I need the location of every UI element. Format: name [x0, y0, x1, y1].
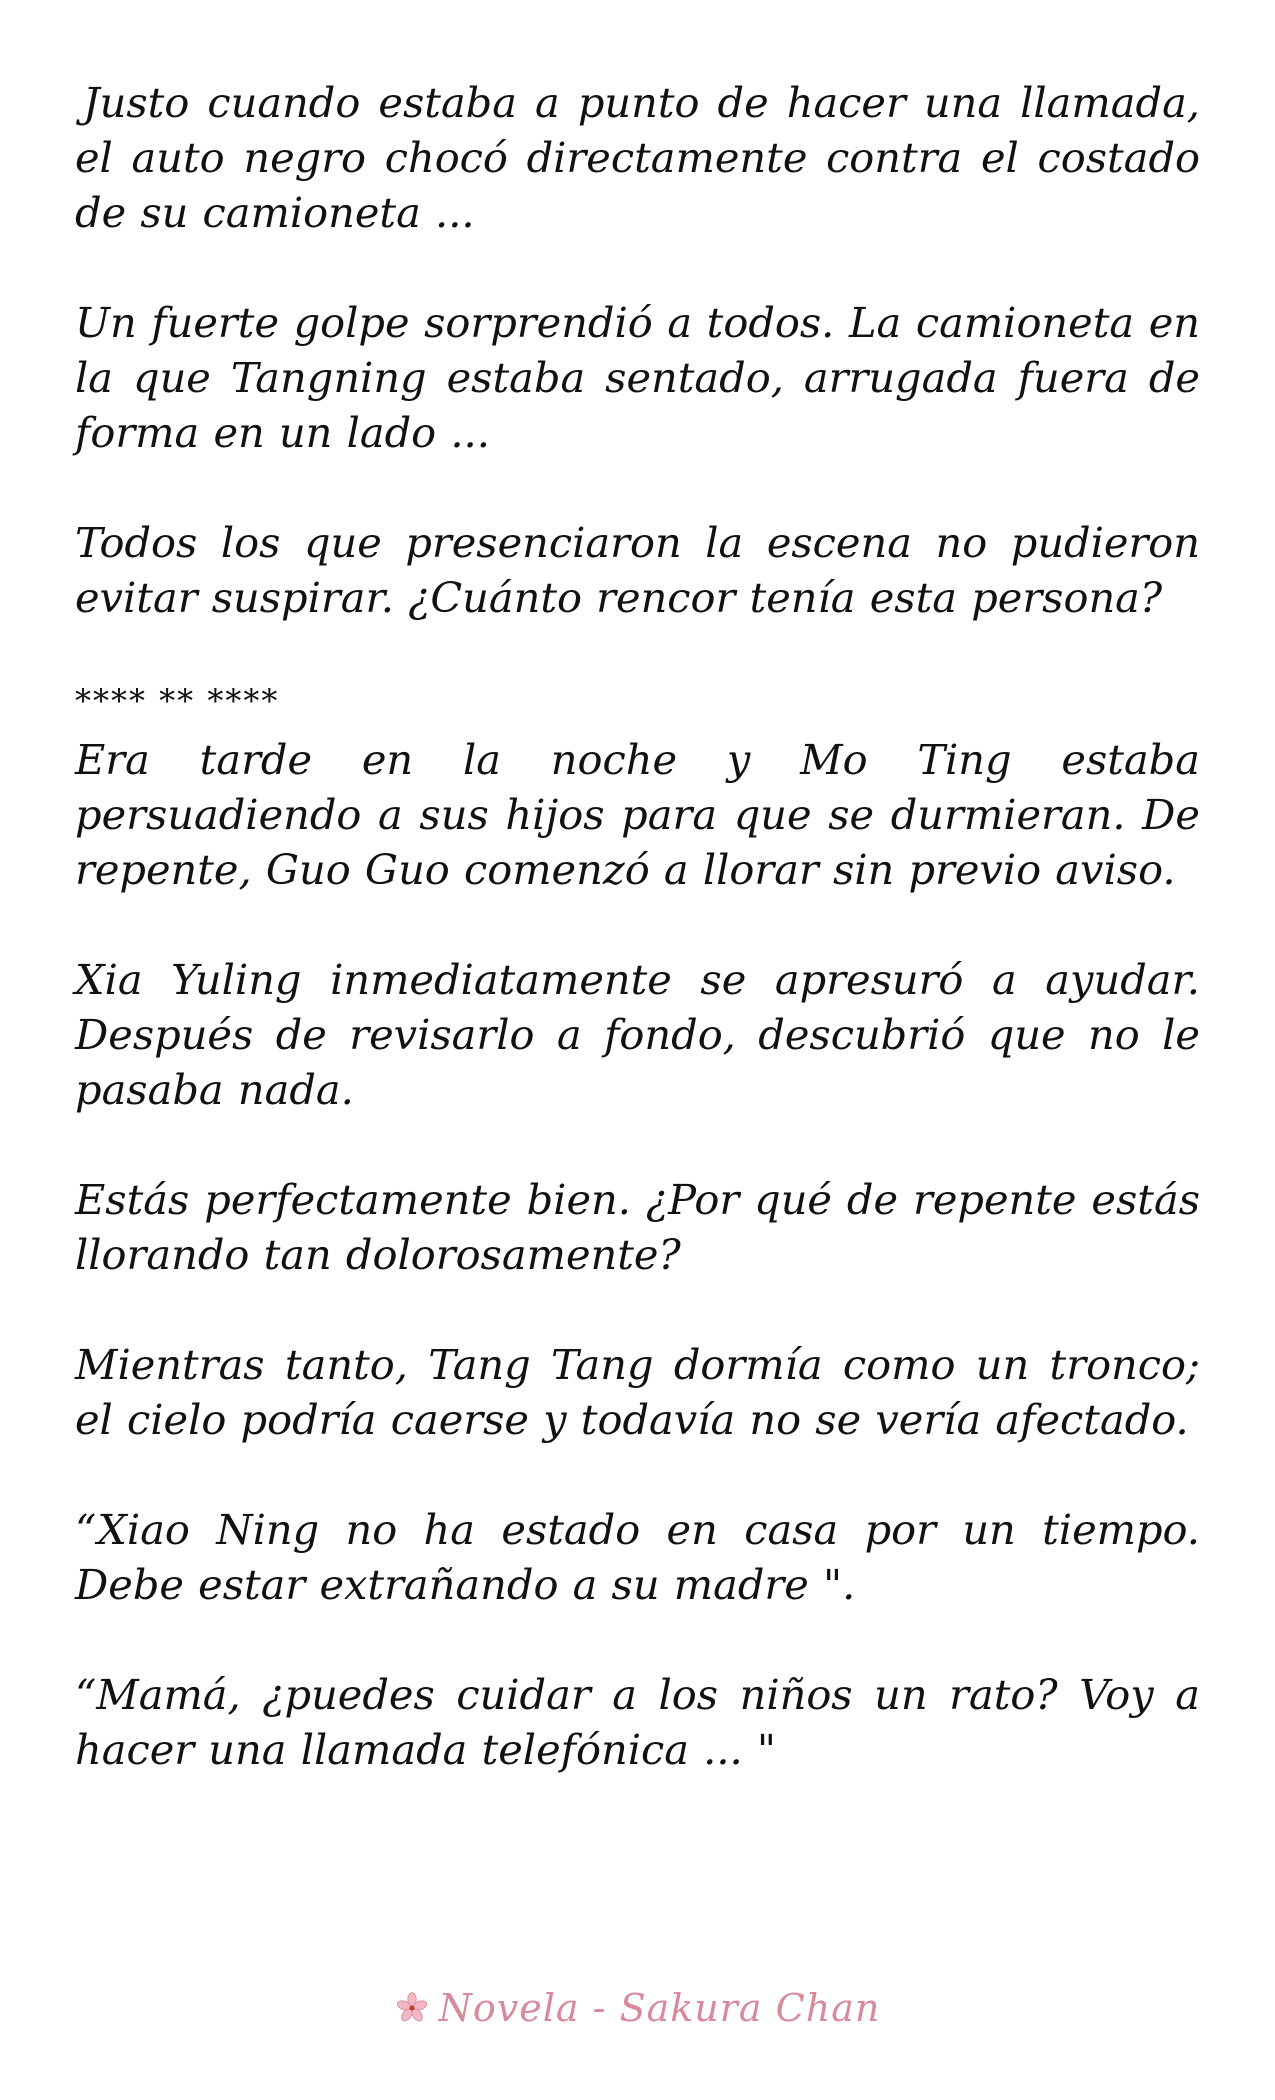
paragraph: Mientras tanto, Tang Tang dormía como un tronco; el cielo podría caerse y todavía no se vería afectado.	[75, 1340, 1200, 1444]
paragraph: Era tarde en la noche y Mo Ting estaba persuadiendo a sus hijos para que se durmieran. De repente, Guo Guo comenzó a llorar sin previo aviso.	[75, 735, 1200, 894]
paragraph: Justo cuando estaba a punto de hacer una llamada, el auto negro chocó directamente contra el costado de su camioneta ...	[75, 78, 1200, 237]
paragraph: Estás perfectamente bien. ¿Por qué de repente estás llorando tan dolorosamente?	[75, 1175, 1200, 1279]
paragraph: “Mamá, ¿puedes cuidar a los niños un rato? Voy a hacer una llamada telefónica ... "	[75, 1670, 1200, 1774]
paragraph: Un fuerte golpe sorprendió a todos. La camioneta en la que Tangning estaba sentado, arrugada fuera de forma en un lado ...	[75, 298, 1200, 457]
paragraph: “Xiao Ning no ha estado en casa por un tiempo. Debe estar extrañando a su madre ".	[75, 1505, 1200, 1609]
watermark-text: Novela - Sakura Chan	[438, 1986, 881, 2030]
watermark	[0, 1978, 1275, 2038]
sakura-flower-icon	[395, 1991, 429, 2025]
paragraph: Xia Yuling inmediatamente se apresuró a ayudar. Después de revisarlo a fondo, descubrió que no le pasaba nada.	[75, 955, 1200, 1114]
section-separator: **** ** ****	[75, 682, 280, 720]
document-body	[75, 75, 1200, 1832]
paragraph: Todos los que presenciaron la escena no pudieron evitar suspirar. ¿Cuánto rencor tenía esta persona?	[75, 518, 1200, 622]
